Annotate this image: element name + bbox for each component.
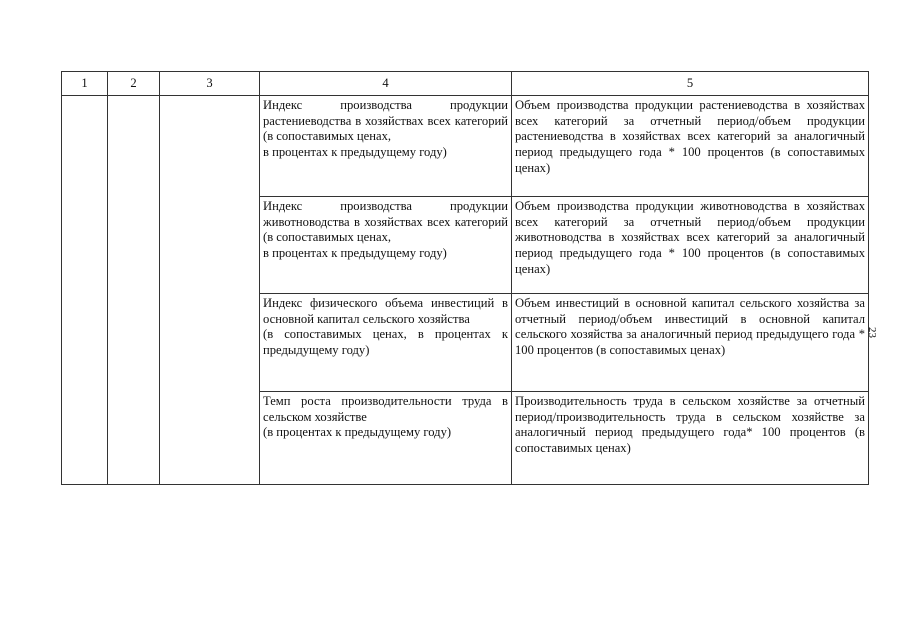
header-col-5: 5 [512,72,869,96]
header-col-2: 2 [108,72,160,96]
header-col-1: 1 [62,72,108,96]
indicator-formula: Объем инвестиций в основной капитал сельского хозяйства за отчетный период/объем инвестиций в основной капитал сельского хозяйства за аналогичный период предыдущего года * 100 процентов (в сопоставимых ценах) [512,294,869,392]
indicator-table [61,71,869,485]
cell-col-3 [160,96,260,485]
indicator-name: Индекс производства продукции растениеводства в хозяйствах всех категорий (в сопоставимых ценах, в процентах к предыдущему году) [260,96,512,197]
cell-col-1 [62,96,108,485]
table-row [62,96,869,197]
header-row [62,72,869,96]
indicator-formula: Производительность труда в сельском хозяйстве за отчетный период/производительность труда в сельском хозяйстве за аналогичный период предыдущего года* 100 процентов (в сопоставимых ценах) [512,392,869,485]
indicator-name: Индекс производства продукции животноводства в хозяйствах всех категорий (в сопоставимых ценах, в процентах к предыдущему году) [260,197,512,294]
indicator-name: Индекс физического объема инвестиций в основной капитал сельского хозяйства (в сопоставимых ценах, в процентах к предыдущему году) [260,294,512,392]
header-col-3: 3 [160,72,260,96]
cell-col-2 [108,96,160,485]
indicator-name: Темп роста производительности труда в сельском хозяйстве (в процентах к предыдущему году) [260,392,512,485]
header-col-4: 4 [260,72,512,96]
indicator-formula: Объем производства продукции растениеводства в хозяйствах всех категорий за отчетный период/объем продукции растениеводства в хозяйствах всех категорий за аналогичный период предыдущего года * 100 процентов (в сопоставимых ценах) [512,96,869,197]
indicator-formula: Объем производства продукции животноводства в хозяйствах всех категорий за отчетный период/объем продукции животноводства в хозяйствах всех категорий за аналогичный период предыдущего года * 100 процентов (в сопоставимых ценах) [512,197,869,294]
page-number: 23 [866,327,878,338]
